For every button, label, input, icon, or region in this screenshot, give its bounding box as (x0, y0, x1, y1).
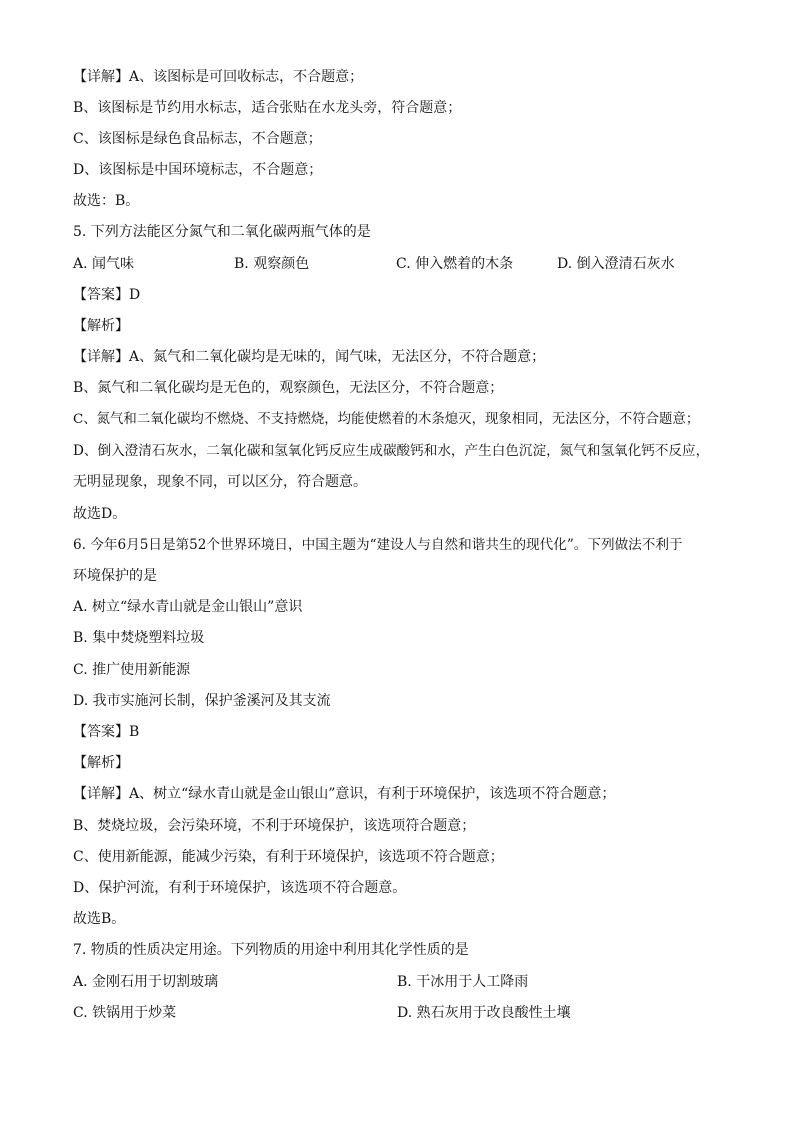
q5-detail-c: C、氮气和二氧化碳均不燃烧、不支持燃烧，均能使燃着的木条熄灭，现象相同，无法区分，不符合题意； (73, 412, 700, 427)
q7-option-c: C. 铁锅用于炒菜 (73, 1005, 177, 1021)
q5-stem: 5. 下列方法能区分氮气和二氧化碳两瓶气体的是 (73, 224, 371, 240)
q7-option-a: A. 金刚石用于切割玻璃 (73, 974, 219, 990)
q6-option-c: C. 推广使用新能源 (73, 662, 191, 678)
q6-option-a: A. 树立“绿水青山就是金山银山”意识 (73, 599, 303, 615)
q5-option-d: D. 倒入澄清石灰水 (557, 256, 675, 272)
q5-option-c: C. 伸入燃着的木条 (396, 256, 514, 272)
q6-answer: 【答案】B (73, 724, 140, 740)
q6-option-b: B. 集中焚烧塑料垃圾 (73, 630, 205, 646)
q5-detail-d-line1: D、倒入澄清石灰水，二氧化碳和氢氧化钙反应生成碳酸钙和水，产生白色沉淀，氮气和氢氧化钙不反应， (73, 443, 710, 459)
q7-stem: 7. 物质的性质决定用途。下列物质的用途中利用其化学性质的是 (73, 942, 469, 958)
q5-answer: 【答案】D (73, 287, 141, 303)
q4-detail-c: C、该图标是绿色食品标志，不合题意； (73, 131, 322, 147)
q6-detail-b: B、焚烧垃圾，会污染环境，不利于环境保护，该选项符合题意； (73, 818, 476, 834)
q5-choice: 故选D。 (73, 506, 127, 522)
q6-choice: 故选B。 (73, 911, 126, 927)
q5-analysis-heading: 【解析】 (73, 318, 129, 334)
q6-detail-a: 【详解】A、树立“绿水青山就是金山银山”意识，有利于环境保护，该选项不符合题意； (73, 786, 616, 802)
q6-analysis-heading: 【解析】 (73, 755, 129, 771)
q5-option-a: A. 闻气味 (73, 256, 135, 272)
q5-detail-b: B、氮气和二氧化碳均是无色的，观察颜色，无法区分，不符合题意； (73, 380, 504, 396)
q5-option-b: B. 观察颜色 (234, 256, 310, 272)
q5-detail-d-line2: 无明显现象，现象不同，可以区分，符合题意。 (73, 474, 367, 490)
q6-detail-d: D、保护河流，有利于环境保护，该选项不符合题意。 (73, 880, 407, 896)
q7-option-b: B. 干冰用于人工降雨 (397, 974, 529, 990)
q4-detail-b: B、该图标是节约用水标志，适合张贴在水龙头旁，符合题意； (73, 100, 462, 116)
q4-detail-a: 【详解】A、该图标是可回收标志，不合题意； (73, 69, 364, 85)
q5-detail-a: 【详解】A、氮气和二氧化碳均是无味的，闻气味，无法区分，不符合题意； (73, 349, 546, 365)
q6-option-d: D. 我市实施河长制，保护釜溪河及其支流 (73, 693, 331, 709)
q6-stem-line2: 环境保护的是 (73, 568, 157, 584)
q6-detail-c: C、使用新能源，能减少污染，有利于环境保护，该选项不符合题意； (73, 849, 504, 865)
q6-stem-line1: 6. 今年6月5日是第52个世界环境日，中国主题为“建设人与自然和谐共生的现代化”。下列做法不利于 (73, 537, 683, 553)
q4-detail-d: D、该图标是中国环境标志，不合题意； (73, 162, 323, 178)
q7-option-d: D. 熟石灰用于改良酸性土壤 (397, 1005, 571, 1021)
q4-choice: 故选：B。 (73, 193, 140, 209)
